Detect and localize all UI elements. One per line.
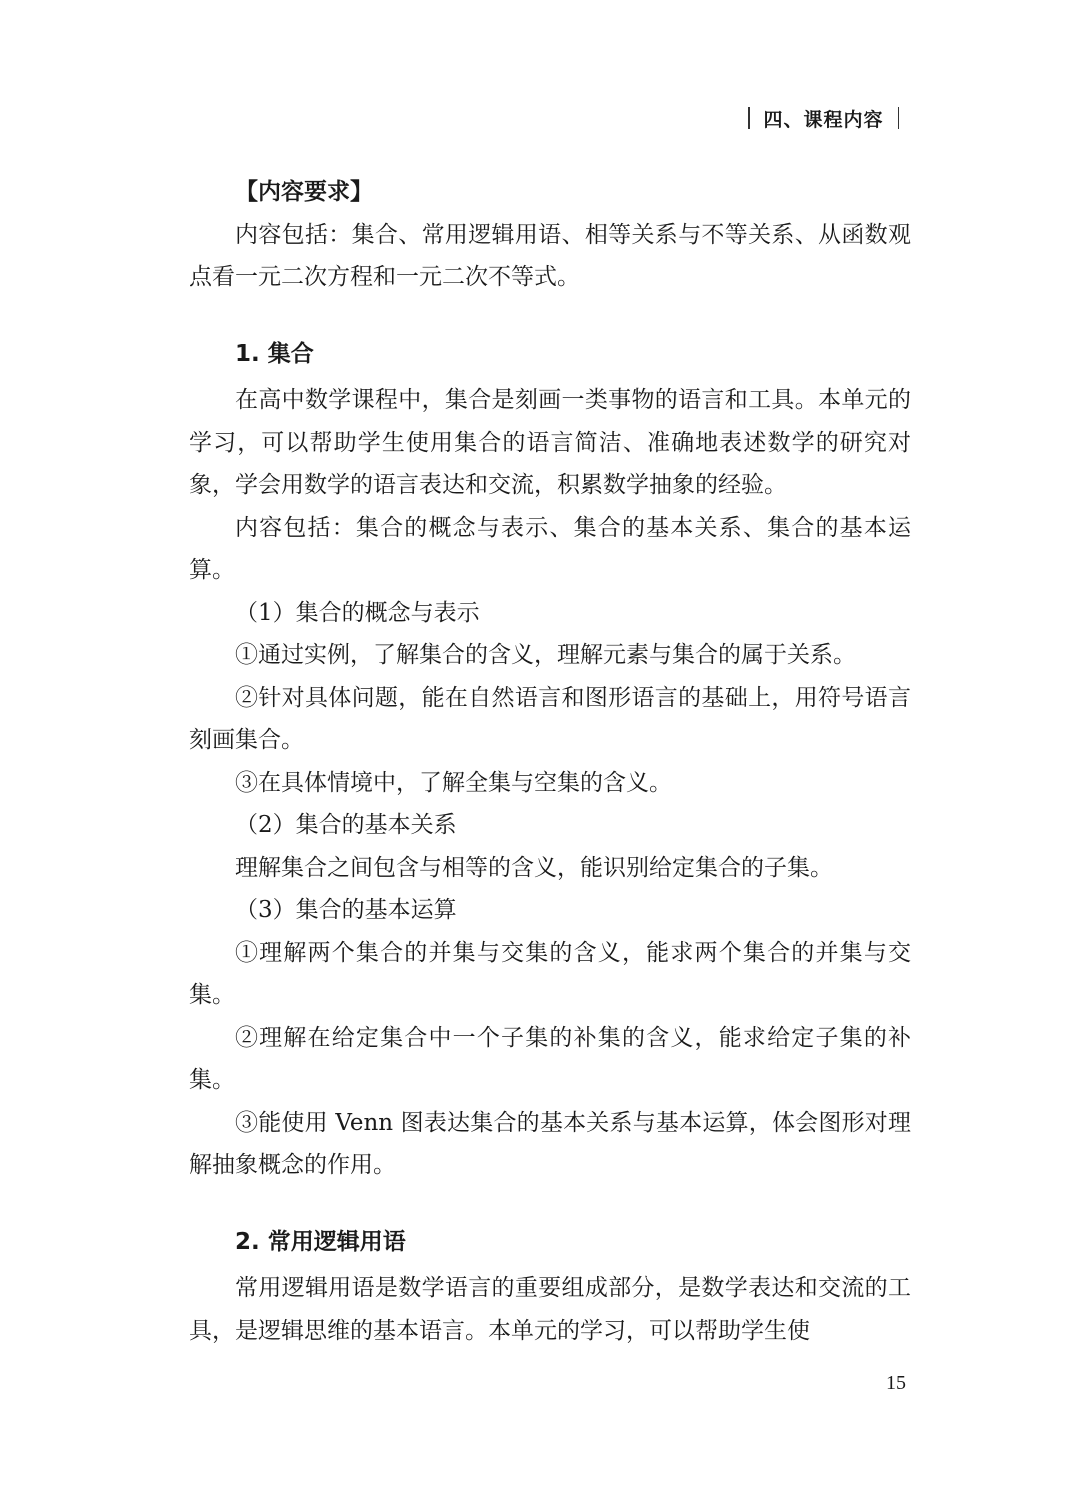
page-number: 15	[886, 1372, 906, 1394]
subsection-1-title: （1）集合的概念与表示	[235, 599, 480, 626]
subsection-3-item-1: ①理解两个集合的并集与交集的含义，能求两个集合的并集与交集。	[189, 939, 911, 1008]
section-1-title: 1. 集合	[235, 340, 314, 367]
section-1-paragraph-1: 在高中数学课程中，集合是刻画一类事物的语言和工具。本单元的学习，可以帮助学生使用集合的语言简洁、准确地表述数学的研究对象，学会用数学的语言表达和交流，积累数学抽象的经验。	[189, 387, 911, 498]
content-requirements-title: 【内容要求】	[235, 179, 373, 205]
subsection-2-title: （2）集合的基本关系	[235, 812, 457, 838]
header-right-rule	[898, 107, 900, 129]
subsection-1-item-3: ③在具体情境中，了解全集与空集的含义。	[235, 769, 672, 796]
subsection-3-item-2: ②理解在给定集合中一个子集的补集的含义，能求给定子集的补集。	[189, 1024, 911, 1093]
subsection-2-text: 理解集合之间包含与相等的含义，能识别给定集合的子集。	[235, 854, 833, 881]
subsection-3-title: （3）集合的基本运算	[235, 897, 457, 923]
header-left-rule	[748, 107, 750, 129]
section-1-paragraph-2: 内容包括：集合的概念与表示、集合的基本关系、集合的基本运算。	[189, 514, 911, 583]
subsection-1-item-1: ①通过实例，了解集合的含义，理解元素与集合的属于关系。	[235, 642, 856, 668]
page-body	[189, 171, 911, 1352]
content-requirements-intro: 内容包括：集合、常用逻辑用语、相等关系与不等关系、从函数观点看一元二次方程和一元二次不等式。	[189, 221, 911, 290]
section-2-title: 2. 常用逻辑用语	[235, 1228, 406, 1255]
subsection-1-item-2: ②针对具体问题，能在自然语言和图形语言的基础上，用符号语言刻画集合。	[189, 684, 911, 753]
section-2-paragraph-1: 常用逻辑用语是数学语言的重要组成部分，是数学表达和交流的工具，是逻辑思维的基本语言。本单元的学习，可以帮助学生使	[189, 1275, 911, 1344]
header-section-title: 四、课程内容	[763, 108, 884, 131]
subsection-3-item-3: ③能使用 Venn 图表达集合的基本关系与基本运算，体会图形对理解抽象概念的作用。	[189, 1109, 911, 1178]
running-header	[748, 103, 899, 133]
